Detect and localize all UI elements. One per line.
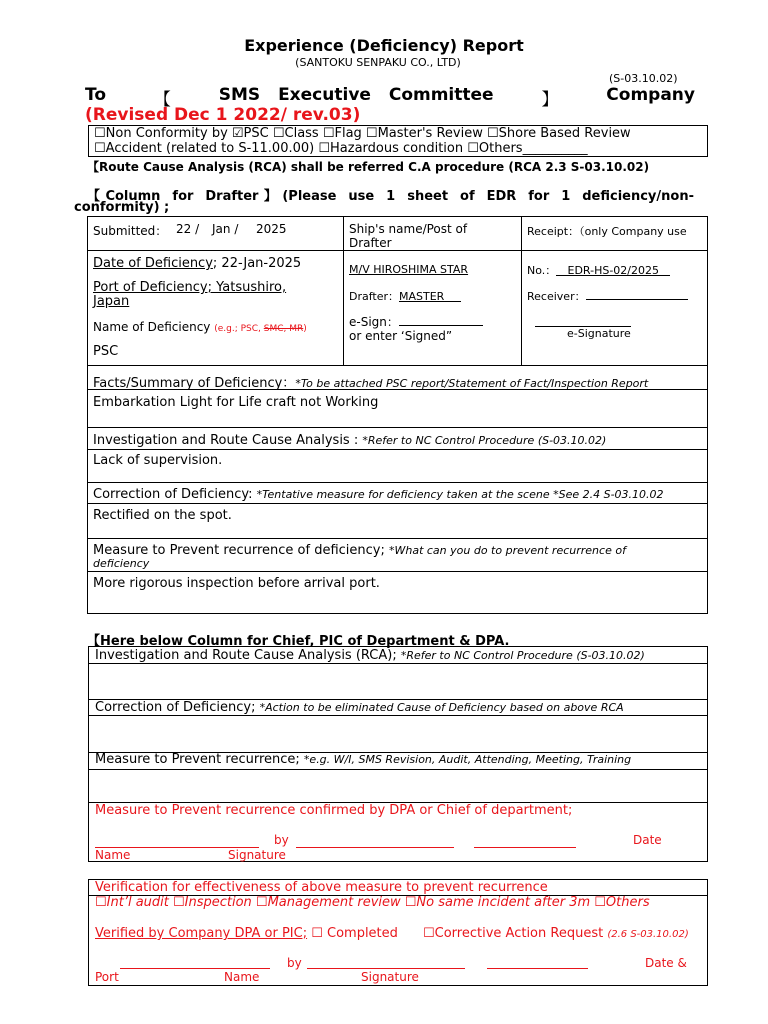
verified-label: Verified by Company DPA or PIC; [95, 926, 308, 941]
chief-confirm-label: Measure to Prevent recurrence confirmed by DPA or Chief of department; [95, 803, 573, 818]
esign-label: e-Sign： [349, 315, 399, 329]
receiver-field[interactable] [527, 288, 688, 304]
verification-signature-line[interactable] [307, 968, 465, 969]
no-field[interactable] [527, 262, 670, 278]
chief-rca-field[interactable] [89, 664, 707, 698]
row-divider [87, 250, 708, 251]
name-example-suffix: ) [303, 324, 307, 334]
verified-line[interactable] [95, 926, 398, 941]
chief-rca-label: Investigation and Route Cause Analysis (RCA); *Refer to NC Control Procedure (S-03.10.02) [95, 648, 645, 663]
verification-name-line[interactable] [120, 968, 270, 969]
chief-signature-label: Signature [228, 848, 286, 862]
correction-value[interactable]: Rectified on the spot. [93, 508, 232, 523]
chief-correction-field[interactable] [89, 716, 707, 751]
page-title: Experience (Deficiency) Report [244, 36, 524, 55]
correction-label: Correction of Deficiency: *Tentative measure for deficiency taken at the scene *See 2.4 S-03.10.02 [93, 487, 664, 502]
ship-label-line1: Ship's name/Post of [349, 222, 468, 236]
name-of-deficiency [93, 320, 307, 334]
ship-name-label [349, 222, 467, 250]
car-option[interactable]: ☐Corrective Action Request (2.6 S-03.10.02) [423, 926, 689, 941]
name-example-struck: SMC, MR [263, 324, 304, 334]
submitted-day[interactable]: 22 / [176, 222, 200, 236]
name-label: Name of Deficiency [93, 320, 211, 334]
port-line1: Port of Deficiency; Yatsushiro, [93, 280, 287, 295]
verification-by: by [287, 956, 302, 970]
submitted-label: Submitted： [93, 224, 168, 238]
to-word: To [85, 85, 107, 105]
row-divider [87, 427, 708, 428]
row-divider [87, 365, 708, 366]
date-value: ; 22-Jan-2025 [212, 256, 302, 271]
form-code: (S-03.10.02) [609, 72, 678, 85]
no-value: EDR-HS-02/2025 [567, 264, 660, 277]
completed-option[interactable]: ☐ Completed [307, 926, 398, 941]
name-example-prefix: (e.g.; PSC, [214, 324, 264, 334]
verification-date-line[interactable] [487, 968, 588, 969]
esignature-label: e-Signature [567, 327, 631, 340]
investigation-value[interactable]: Lack of supervision. [93, 453, 223, 468]
facts-value[interactable]: Embarkation Light for Life craft not Working [93, 395, 379, 410]
row-divider [87, 482, 708, 483]
drafter-value: MASTER [399, 290, 445, 303]
row-divider [87, 503, 708, 504]
chief-date-line[interactable] [474, 847, 576, 848]
to-committee: SMS Executive Committee [218, 85, 494, 105]
verification-title: Verification for effectiveness of above measure to prevent recurrence [95, 880, 548, 895]
rca-note: 【Route Cause Analysis (RCA) shall be referred C.A procedure (RCA 2.3 S-03.10.02) [87, 160, 650, 174]
no-label: No.： [527, 264, 557, 277]
category-line-1[interactable]: ☐Non Conformity by ☑PSC ☐Class ☐Flag ☐Master's Review ☐Shore Based Review [94, 126, 631, 141]
port-of-deficiency[interactable] [93, 281, 286, 309]
submitted-month[interactable]: Jan / [212, 222, 239, 236]
chief-signature-line[interactable] [296, 847, 454, 848]
row-divider [87, 571, 708, 572]
verification-date-label: Date & [645, 956, 687, 970]
chief-date-label: Date [633, 833, 662, 847]
row-divider [87, 538, 708, 539]
chief-by: by [274, 833, 289, 847]
esign-alt: or enter ‘Signed” [349, 329, 453, 343]
date-of-deficiency[interactable] [93, 256, 301, 271]
drafter-heading-2: conformity) ; [74, 200, 170, 215]
facts-label: Facts/Summary of Deficiency：*To be attached PSC report/Statement of Fact/Inspection Report [93, 376, 649, 391]
measure-label: Measure to Prevent recurrence of deficiency; *What can you do to prevent recurrence of [93, 543, 626, 558]
ship-label-line2: Drafter [349, 236, 392, 250]
drafter-label: Drafter： [349, 290, 400, 303]
ship-name-value[interactable]: M/V HIROSHIMA STAR [349, 263, 469, 276]
chief-name-label: Name [95, 848, 131, 862]
chief-measure-label: Measure to Prevent recurrence; *e.g. W/I, SMS Revision, Audit, Attending, Meeting, Training [95, 752, 632, 767]
verification-port-label: Port [95, 970, 119, 984]
measure-value[interactable]: More rigorous inspection before arrival port. [93, 576, 380, 591]
col-divider-1 [343, 216, 344, 365]
chief-heading: 【Here below Column for Chief, PIC of Department & DPA. [87, 634, 510, 649]
date-label: Date of Deficiency [93, 256, 213, 271]
drafter-field[interactable] [349, 288, 461, 304]
to-company: Company [606, 85, 695, 105]
chief-measure-field[interactable] [89, 770, 707, 801]
verification-signature-label: Signature [361, 970, 419, 984]
chief-correction-label: Correction of Deficiency; *Action to be eliminated Cause of Deficiency based on above RCA [95, 700, 624, 715]
investigation-label: Investigation and Route Cause Analysis : *Refer to NC Control Procedure (S-03.10.02) [93, 433, 607, 448]
revision-note: (Revised Dec 1 2022/ rev.03) [85, 105, 361, 125]
receipt-label: Receipt：（only Company use [527, 225, 687, 238]
company-name: (SANTOKU SENPAKU CO., LTD) [295, 56, 461, 69]
bracket-open: 【 [153, 90, 171, 110]
category-line-2[interactable]: ☐Accident (related to S-11.00.00) ☐Hazardous condition ☐Others__________ [94, 141, 588, 156]
name-value[interactable]: PSC [93, 344, 119, 359]
row-divider [87, 449, 708, 450]
measure-note-cont: deficiency [93, 557, 150, 570]
port-line2: Japan [93, 294, 130, 309]
receiver-label: Receiver： [527, 290, 586, 303]
submitted-year[interactable]: 2025 [256, 222, 287, 236]
esign-field[interactable] [349, 314, 483, 343]
col-divider-2 [521, 216, 522, 365]
bracket-close: 】 [541, 90, 559, 110]
drafter-heading-1: 【Column for Drafter】(Please use 1 sheet of EDR for 1 deficiency/non- [87, 189, 694, 204]
verification-name-label: Name [224, 970, 260, 984]
verification-options[interactable]: ☐Int’l audit ☐Inspection ☐Management review ☐No same incident after 3m ☐Others [95, 895, 650, 910]
